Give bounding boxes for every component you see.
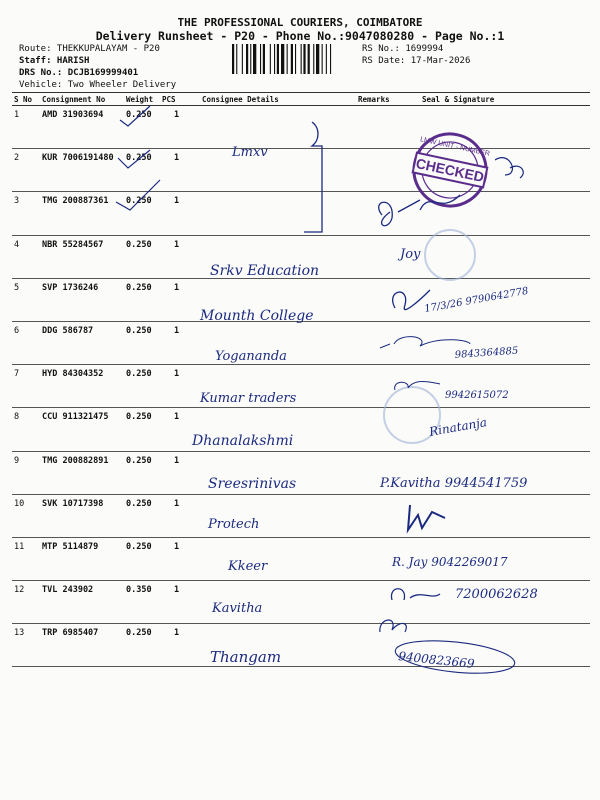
row-sno: 4 (12, 235, 40, 278)
signature-hw: Rinatanja (428, 415, 488, 439)
row-sno: 3 (12, 192, 40, 235)
consignee-hw: Kavitha (212, 601, 263, 616)
rs-date: RS Date: 17-Mar-2026 (362, 56, 471, 66)
row-weight: 0.250 (124, 451, 160, 494)
row-weight: 0.250 (124, 278, 160, 321)
consignee-hw: Thangam (210, 648, 282, 666)
row-pcs: 1 (160, 581, 200, 624)
row-sno: 1 (12, 106, 40, 149)
row-consignment: TVL 243902 (40, 581, 124, 624)
row-pcs: 1 (160, 235, 200, 278)
row-weight: 0.350 (124, 581, 160, 624)
row-pcs: 1 (160, 106, 200, 149)
staff-label: Staff: HARISH (19, 56, 90, 66)
row-weight: 0.250 (124, 408, 160, 451)
runsheet-subtitle: Delivery Runsheet - P20 - Phone No.:9047080280 - Page No.:1 (95, 29, 505, 43)
row-pcs: 1 (160, 278, 200, 321)
row-weight: 0.250 (124, 624, 160, 667)
tick-mark (118, 150, 150, 168)
row-weight: 0.250 (124, 537, 160, 580)
row-sno: 7 (12, 365, 40, 408)
row-pcs: 1 (160, 192, 200, 235)
signature-hw: 9942615072 (445, 390, 509, 401)
row-weight: 0.250 (124, 192, 160, 235)
row-consignment: AMD 31903694 (40, 106, 124, 149)
consignee-hw: Kumar traders (200, 391, 297, 406)
row-consignment: CCU 911321475 (40, 408, 124, 451)
row-sno: 13 (12, 624, 40, 667)
row-consignment: TMG 200887361 (40, 192, 124, 235)
row-consignment: TRP 6985407 (40, 624, 124, 667)
row-pcs: 1 (160, 624, 200, 667)
row-pcs: 1 (160, 321, 200, 364)
row-sno: 6 (12, 321, 40, 364)
row-consignment: NBR 55284567 (40, 235, 124, 278)
signature-scribble (379, 195, 460, 226)
rs-number: RS No.: 1699994 (362, 44, 444, 54)
row-consignment: TMG 200882891 (40, 451, 124, 494)
row-weight: 0.250 (124, 106, 160, 149)
svg-text:LMW UNIT - NUMBER: LMW UNIT - NUMBER (419, 136, 491, 158)
row-pcs: 1 (160, 149, 200, 192)
consignee-hw: Mounth College (200, 308, 314, 324)
svg-text:CHECKED: CHECKED (414, 154, 486, 186)
row-pcs: 1 (160, 537, 200, 580)
consignee-hw: Lmxv (232, 145, 268, 160)
row-weight: 0.250 (124, 365, 160, 408)
consignee-hw: Dhanalakshmi (192, 433, 294, 449)
consignee-hw: Protech (208, 517, 260, 532)
col-weight: Weight (124, 93, 160, 106)
signature-hw: 7200062628 (455, 587, 538, 602)
row-sno: 10 (12, 494, 40, 537)
row-consignment: MTP 5114879 (40, 537, 124, 580)
checked-stamp (407, 127, 492, 212)
signature-hw: 9400823669 (397, 649, 476, 671)
row-sno: 8 (12, 408, 40, 451)
signature-hw: 17/3/26 9790642778 (423, 285, 530, 315)
bracket-mark (304, 122, 322, 232)
company-title: THE PROFESSIONAL COURIERS, COIMBATORE (177, 16, 423, 29)
row-pcs: 1 (160, 365, 200, 408)
signature-hw: Joy (400, 247, 421, 262)
signature-hw: 9843364885 (454, 345, 519, 361)
tick-mark (116, 180, 160, 210)
row-weight: 0.250 (124, 149, 160, 192)
row-weight: 0.250 (124, 494, 160, 537)
signature-hw: R. Jay 9042269017 (392, 555, 508, 569)
consignee-hw: Yogananda (215, 349, 287, 364)
signature-scribble (380, 337, 470, 348)
col-remarks: Remarks (356, 93, 402, 106)
row-sno: 2 (12, 149, 40, 192)
signature-scribble (380, 620, 406, 632)
row-sno: 12 (12, 581, 40, 624)
row-pcs: 1 (160, 494, 200, 537)
route-label: Route: THEKKUPALAYAM - P20 (19, 44, 160, 54)
consignee-hw: Kkeer (228, 559, 268, 574)
tick-mark (120, 106, 150, 126)
row-consignment: HYD 84304352 (40, 365, 124, 408)
signature-scribble (391, 589, 440, 600)
drs-label: DRS No.: DCJB169999401 (19, 68, 139, 78)
row-consignment: SVP 1736246 (40, 278, 124, 321)
row-sno: 11 (12, 537, 40, 580)
row-sno: 9 (12, 451, 40, 494)
consignee-hw: Sreesrinivas (208, 476, 297, 492)
row-sno: 5 (12, 278, 40, 321)
signature-hw: P.Kavitha 9944541759 (380, 476, 528, 491)
col-consignee: Consignee Details (200, 93, 356, 106)
faint-stamp (425, 230, 475, 280)
col-sno: S No (12, 93, 40, 106)
row-weight: 0.250 (124, 321, 160, 364)
consignee-hw: Srkv Education (210, 263, 320, 279)
col-signature: Seal & Signature (402, 93, 590, 106)
col-consignment: Consignment No (40, 93, 124, 106)
row-consignment: KUR 7006191480 (40, 149, 124, 192)
signature-scribble (495, 158, 523, 178)
col-pcs: PCS (160, 93, 200, 106)
row-consignment: SVK 10717398 (40, 494, 124, 537)
row-consignment: DDG 586787 (40, 321, 124, 364)
signature-scribble (408, 505, 445, 530)
row-pcs: 1 (160, 408, 200, 451)
row-pcs: 1 (160, 451, 200, 494)
row-weight: 0.250 (124, 235, 160, 278)
vehicle-label: Vehicle: Two Wheeler Delivery (19, 80, 177, 90)
